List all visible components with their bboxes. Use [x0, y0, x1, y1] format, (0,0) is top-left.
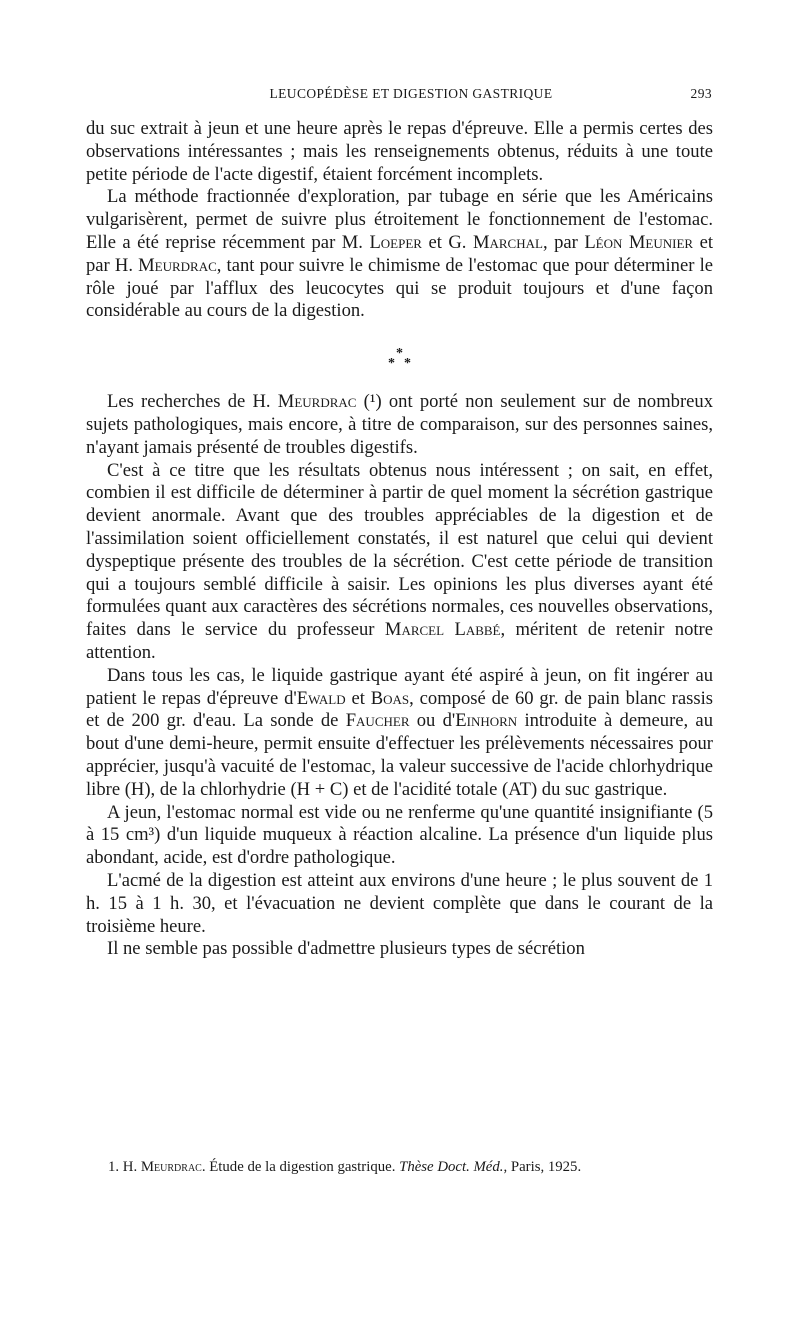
paragraph-6 — [86, 802, 713, 870]
paragraph-5-text-d: ou d' — [409, 710, 456, 732]
paragraph-3-text-a: Les recherches de H. — [107, 391, 278, 413]
body-text — [86, 118, 713, 961]
footnote-work: Thèse Doct. Méd. — [399, 1159, 504, 1175]
paragraph-2-text-e: , tant pour suivre le chimisme de l'estomac que pour déterminer le rôle joué par l'afflux des leucocytes qui se produit toujours et d'une façon considérable au cours de la digestion. — [86, 254, 713, 322]
paragraph-2 — [86, 186, 713, 323]
paragraph-2-text-c: , par — [542, 231, 585, 253]
paragraph-1 — [86, 118, 713, 186]
footnote-reference: (¹) — [363, 391, 382, 413]
footnote — [108, 1157, 713, 1177]
author-einhorn: Einhorn — [455, 710, 518, 732]
paragraph-5-text-c: , composé de 60 gr. de pain blanc rassis et de 200 gr. d'eau. La sonde de — [86, 687, 713, 732]
paragraph-4-text-b: , méritent de retenir notre attention. — [86, 619, 714, 663]
paragraph-2-text-b: et G. — [421, 231, 473, 253]
author-loeper: Loeper — [369, 231, 422, 253]
author-boas: Boas — [370, 687, 410, 709]
running-header — [110, 84, 712, 108]
paragraph-2-text-a: La méthode fractionnée d'exploration, par tubage en série que les Américains vulgarisèrent, permet de suivre plus étroitement le fonctionnement de l'estomac. Elle a été reprise récemment par M. — [86, 186, 713, 253]
author-meurdrac-2: Meurdrac — [277, 391, 357, 413]
paragraph-5-text-a: Dans tous les cas, le liquide gastrique ayant été aspiré à jeun, on fit ingérer au patient le repas d'épreuve d' — [86, 664, 713, 709]
paragraph-5-text-e: introduite à demeure, au bout d'une demi-heure, permit ensuite d'effectuer les prélèvements nécessaires pour apprécier, jusqu'à vacuité de l'estomac, la valeur successive de l'acide chlorhydrique libre (H), de la chlorhydrie (H + C) et de l'acidité totale (AT) du suc gastrique. — [86, 710, 713, 800]
page-number: 293 — [690, 86, 712, 101]
paragraph-3 — [86, 391, 713, 459]
paragraph-3-text-b: ont porté non seulement sur de nombreux sujets pathologiques, mais encore, à titre de comparaison, sur des personnes saines, n'ayant jamais présenté de troubles digestifs. — [86, 391, 714, 458]
footnote-title: . Étude de la digestion gastrique. — [201, 1159, 400, 1175]
paragraph-2-text-d: et par H. — [86, 231, 714, 276]
paragraph-8 — [86, 938, 713, 961]
author-meunier: Léon Meunier — [584, 231, 694, 253]
separator-star-right: * — [404, 356, 411, 372]
author-ewald: Ewald — [296, 687, 346, 709]
author-labbe: Marcel Labbé — [384, 619, 501, 641]
paragraph-1-text: du suc extrait à jeun et une heure après le repas d'épreuve. Elle a permis certes des observations intéressantes ; mais les renseignements obtenus, réduits à une toute petite période de l'acte digestif, étaient forcément incomplets. — [86, 118, 713, 185]
paragraph-6-text: A jeun, l'estomac normal est vide ou ne renferme qu'une quantité insignifiante (5 à 15 cm³) d'un liquide muqueux à réaction alcaline. La présence d'un liquide plus abondant, acide, est d'ordre pathologique. — [86, 801, 713, 869]
footnote-author: Meurdrac — [140, 1159, 202, 1175]
paragraph-5 — [86, 665, 713, 802]
author-meurdrac: Meurdrac — [138, 254, 217, 276]
paragraph-7 — [86, 870, 713, 938]
paragraph-8-text: Il ne semble pas possible d'admettre plusieurs types de sécrétion — [107, 938, 585, 960]
section-separator — [86, 323, 713, 391]
footnote-number: 1. H. — [108, 1159, 141, 1175]
paragraph-4 — [86, 460, 713, 665]
author-faucher: Faucher — [345, 710, 410, 732]
separator-star-left: * — [388, 356, 395, 372]
paragraph-7-text: L'acmé de la digestion est atteint aux environs d'une heure ; le plus souvent de 1 h. 15 à 1 h. 30, et l'évacuation ne devient complète que dans le courant de la troisième heure. — [86, 869, 713, 937]
running-title: LEUCOPÉDÈSE ET DIGESTION GASTRIQUE — [269, 86, 553, 101]
author-marchal: Marchal — [472, 231, 543, 253]
separator-star-top: * — [396, 346, 403, 362]
footnote-place-year: , Paris, 1925. — [503, 1159, 582, 1175]
paragraph-4-text-a: C'est à ce titre que les résultats obtenus nous intéressent ; on sait, en effet, combien il est difficile de déterminer à partir de quel moment la sécrétion gastrique devient anormale. Avant que des troubles appréciables de la digestion et de l'assimilation soient officiellement constatés, il est naturel que celui qui devient dyspeptique présente des troubles de la sécrétion. C'est cette période de transition qui a toujours semblé difficile à saisir. Les opinions les plus diverses ayant été formulées quant aux caractères des sécrétions normales, ces nouvelles observations, faites dans le service du professeur — [86, 459, 713, 641]
paragraph-5-text-b: et — [345, 687, 371, 709]
